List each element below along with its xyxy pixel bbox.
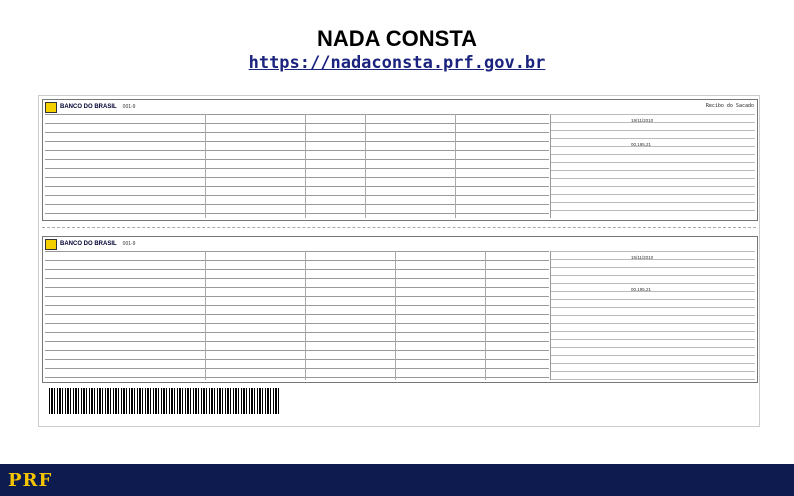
bank-logo-icon	[45, 239, 57, 250]
payment-slip-stub	[42, 236, 758, 383]
cut-line	[42, 227, 756, 228]
slip-right-column	[550, 114, 755, 218]
site-url-link[interactable]: https://nadaconsta.prf.gov.br	[248, 53, 546, 73]
slip-fields-grid	[45, 251, 549, 380]
document-value: 00,195,21	[631, 287, 652, 292]
bank-logo-icon	[45, 102, 57, 113]
payment-slip-receipt	[42, 99, 758, 221]
bank-code: 001-9	[122, 241, 136, 247]
prf-logo: PRF	[8, 470, 53, 491]
bank-name: BANCO DO BRASIL	[60, 104, 117, 110]
slip-right-column	[550, 251, 755, 380]
receipt-title: Recibo do Sacado	[705, 103, 754, 109]
bank-header	[45, 102, 135, 112]
due-date-value: 19/11/2010	[631, 118, 654, 123]
barcode	[49, 388, 279, 414]
payment-slip-document	[38, 95, 760, 427]
slip-fields-grid	[45, 114, 549, 218]
bank-code: 001-9	[122, 104, 136, 110]
due-date-value: 15/11/2010	[631, 255, 654, 260]
bank-name: BANCO DO BRASIL	[60, 241, 117, 247]
bank-header	[45, 239, 135, 249]
page-title: NADA CONSTA	[316, 26, 478, 51]
footer-bar	[0, 464, 794, 496]
document-value: 00,195,21	[631, 142, 652, 147]
